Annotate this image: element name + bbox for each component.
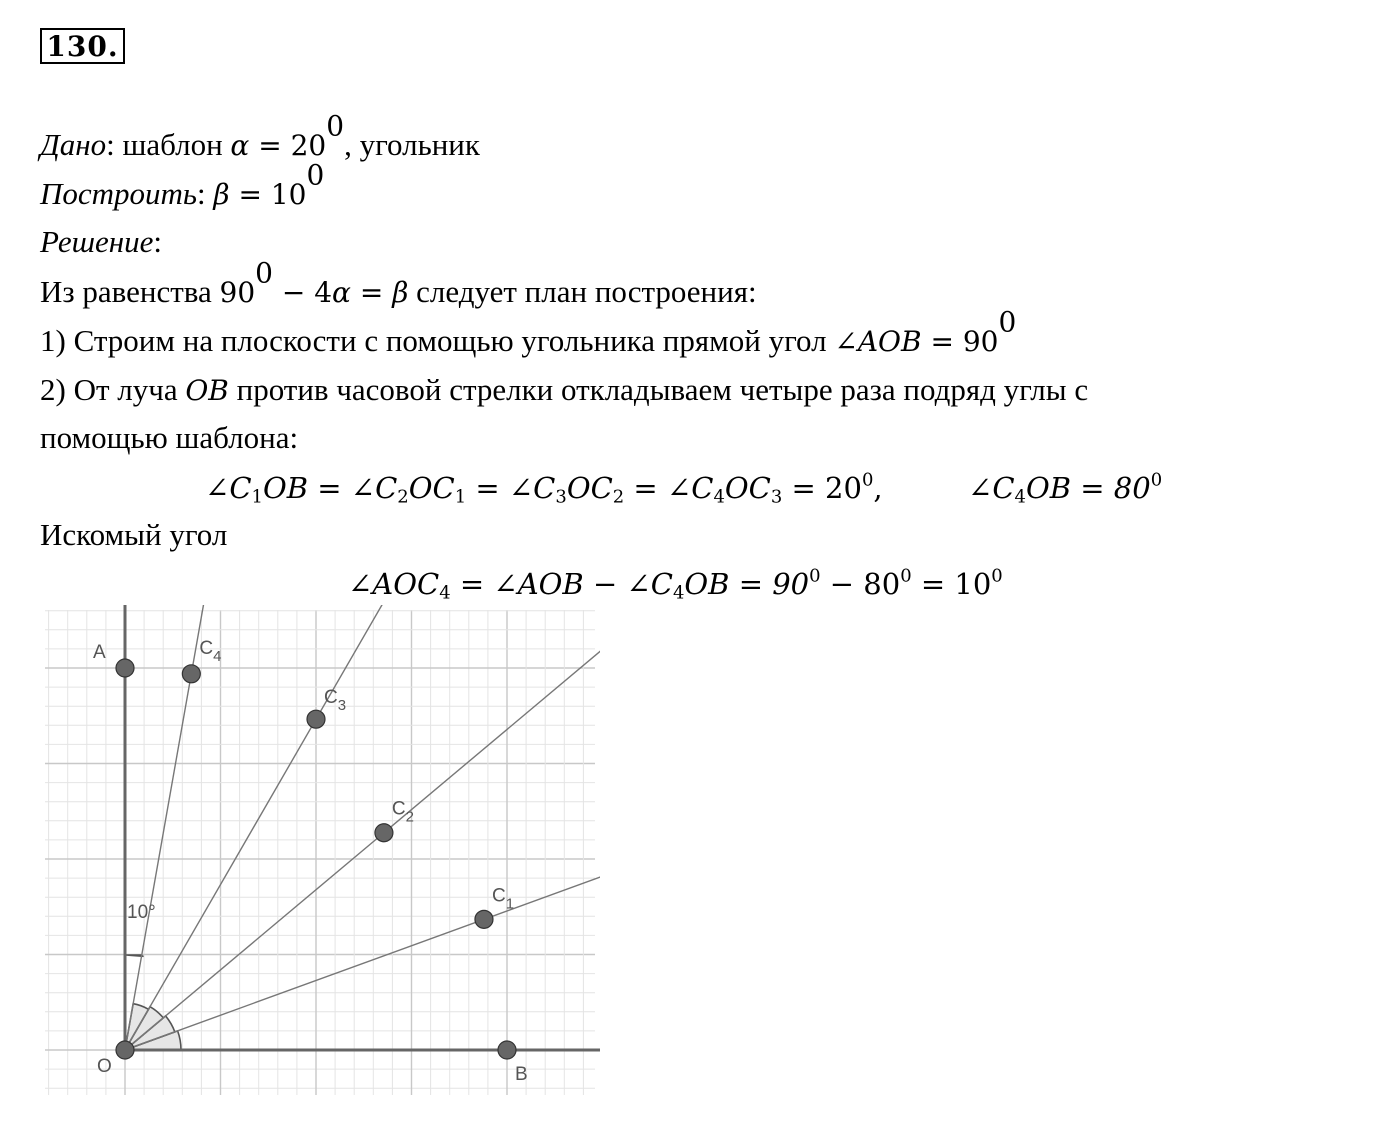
construction-figure xyxy=(40,605,600,1100)
given-line: Дано: шаблон $\alpha = 20^0$, угольник xyxy=(40,109,480,162)
point-c4 xyxy=(182,665,200,683)
plan-line: Из равенства $90^0 - 4\alpha = \beta$ следует план построения: xyxy=(40,256,757,309)
given-label: Дано xyxy=(40,127,107,162)
angle-10-marker xyxy=(125,955,143,956)
point-label: B xyxy=(515,1064,528,1085)
point-label: $C_3$ xyxy=(324,687,347,715)
point-label: $C_2$ xyxy=(391,798,415,826)
ray-line xyxy=(125,605,299,1050)
point-c3 xyxy=(307,710,325,728)
step2-line2: помощью шаблона: xyxy=(40,420,299,455)
point-c2 xyxy=(375,824,393,842)
formula-angles: $\angle C_1OB$ = $\angle C_2OC_1$ = $\angle C_3OC_2$ = $\angle C_4OC_3 = 20^0$, xyxy=(205,469,883,508)
point-label: A xyxy=(93,642,106,663)
construct-line: Построить: $\beta = 10^0$ xyxy=(40,158,325,211)
problem-number: 130. xyxy=(40,28,125,64)
formula-answer: $\angle AOC_4$ = ∠AOB − $\angle C_4OB = 90^0 - 80^0 = 10^0$ xyxy=(348,565,1003,604)
angle-10-label: 10° xyxy=(127,902,156,923)
formula-c4ob: $\angle C_4OB = 80^0$ xyxy=(968,469,1163,508)
answer-label: Искомый угол xyxy=(40,517,228,552)
point-label: O xyxy=(97,1056,112,1077)
point-a xyxy=(116,659,134,677)
point-o xyxy=(116,1041,134,1059)
point-label: $C_4$ xyxy=(199,637,222,665)
point-c1 xyxy=(475,910,493,928)
solution-label: Решение xyxy=(40,224,154,259)
ray-line xyxy=(125,708,600,1050)
point-b xyxy=(498,1041,516,1059)
point-label: $C_1$ xyxy=(491,885,515,913)
step2-line: 2) От луча OB против часовой стрелки откладываем четыре раза подряд углы с xyxy=(40,372,1089,407)
solution-heading: Решение: xyxy=(40,224,162,259)
step1-line: 1) Строим на плоскости с помощью угольника прямой угол ∠AOB = $90^0$ xyxy=(40,305,1017,358)
grid xyxy=(45,610,595,1095)
construct-label: Построить xyxy=(40,176,198,211)
